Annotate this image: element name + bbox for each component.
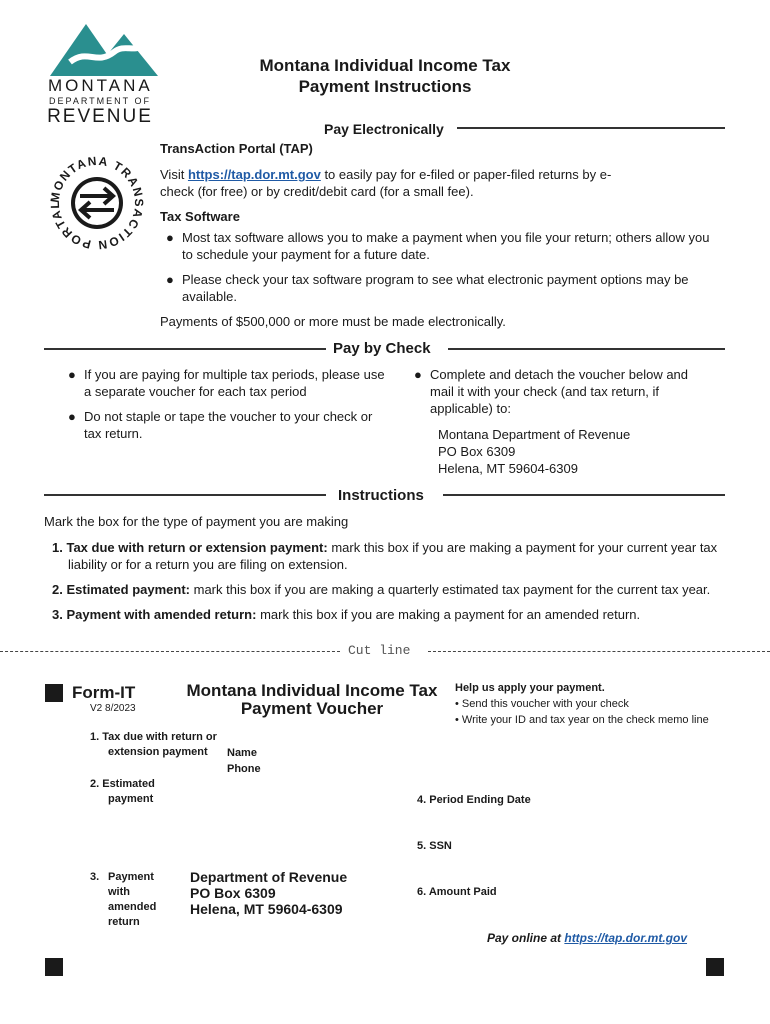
registration-mark-bottom-right xyxy=(706,958,724,976)
software-bullet-2: ● Please check your tax software program to see what electronic payment options may be available. xyxy=(166,272,689,304)
instructions-rule-right xyxy=(443,494,725,496)
ssn-label: 5. SSN xyxy=(417,840,452,852)
pay-by-check-rule-left xyxy=(44,348,326,350)
instruction-item-2: 2. Estimated payment: mark this box if you are making a quarterly estimated tax payment for the current tax year. xyxy=(52,582,711,597)
help-item-1: • Send this voucher with your check xyxy=(455,698,629,710)
voucher-item-2[interactable]: 2. Estimated payment xyxy=(90,778,155,805)
mailing-address: Montana Department of Revenue PO Box 6309 Helena, MT 59604-6309 xyxy=(438,427,631,476)
bullet-icon: • xyxy=(455,698,459,710)
phone-label: Phone xyxy=(227,763,261,775)
voucher-title: Montana Individual Income Tax Payment Voucher xyxy=(186,681,438,718)
help-heading: Help us apply your payment. xyxy=(455,682,605,694)
pay-by-check-rule-right xyxy=(448,348,725,350)
instruction-item-3: 3. Payment with amended return: mark this box if you are making a payment for an amended return. xyxy=(52,607,641,622)
instruction-item-1: 1. Tax due with return or extension payment: mark this box if you are making a payment for your current year tax liability or for a return you are filing on extension. xyxy=(52,540,718,572)
cut-line-left xyxy=(0,651,340,652)
registration-mark-bottom-left xyxy=(45,958,63,976)
electronic-payment-note: Payments of $500,000 or more must be made electronically. xyxy=(160,314,506,329)
help-item-2: • Write your ID and tax year on the check memo line xyxy=(455,714,709,726)
amount-paid-label: 6. Amount Paid xyxy=(417,886,497,898)
page-title-line2: Payment Instructions xyxy=(298,77,472,96)
tap-seal xyxy=(46,152,148,254)
page-title xyxy=(230,55,540,97)
voucher-item-1[interactable]: 1. Tax due with return or extension payment xyxy=(90,731,217,758)
check-bullet-2: ● Do not staple or tape the voucher to your check or tax return. xyxy=(68,409,373,441)
check-bullet-3: ● Complete and detach the voucher below and mail it with your check (and tax return, if applicable) to: xyxy=(414,367,689,416)
transaction-portal-seal-icon xyxy=(46,152,148,254)
bullet-icon: ● xyxy=(68,367,76,382)
bullet-icon: ● xyxy=(68,409,76,424)
logo-revenue: REVENUE xyxy=(47,106,153,127)
pay-online: Pay online at https://tap.dor.mt.gov xyxy=(487,931,688,945)
pay-electronically-heading: Pay Electronically xyxy=(324,121,444,137)
tap-visit-text xyxy=(160,166,640,200)
bullet-icon: ● xyxy=(414,367,422,382)
bullet-icon: ● xyxy=(166,230,174,245)
cut-line-label: Cut line xyxy=(348,643,411,658)
voucher-mail-address: Department of Revenue PO Box 6309 Helena, MT 59604-6309 xyxy=(190,869,348,917)
logo-montana: MONTANA xyxy=(48,76,153,95)
montana-dor-logo xyxy=(40,22,160,127)
seal-ring-text: MONTANA TRANSACTION PORTAL xyxy=(47,153,147,253)
registration-mark-top-left xyxy=(45,684,63,702)
pay-electronically-rule xyxy=(457,127,725,129)
page-title-line1: Montana Individual Income Tax xyxy=(259,56,511,75)
visit-suffix: to easily pay for e-filed or paper-filed returns by e-check (for free) or by credit/debit card (for a small fee). xyxy=(160,167,612,199)
tap-heading: TransAction Portal (TAP) xyxy=(160,141,313,156)
software-bullet-1: ● Most tax software allows you to make a payment when you file your return; others allow you to schedule your payment for a future date. xyxy=(166,230,710,262)
form-id: Form-IT xyxy=(72,683,136,702)
mountain-logo-icon xyxy=(40,22,160,78)
voucher-item-3[interactable]: 3. Payment with amended return xyxy=(90,871,157,928)
instructions-rule-left xyxy=(44,494,326,496)
instructions-intro: Mark the box for the type of payment you are making xyxy=(44,514,349,529)
cut-line-right xyxy=(428,651,770,652)
name-label: Name xyxy=(227,747,257,759)
bullet-icon: ● xyxy=(166,272,174,287)
tax-software-heading: Tax Software xyxy=(160,209,240,224)
bullet-icon: • xyxy=(455,714,459,726)
instructions-heading: Instructions xyxy=(338,487,424,504)
logo-department: DEPARTMENT OF xyxy=(48,96,151,106)
visit-prefix: Visit xyxy=(160,167,188,182)
period-ending-label: 4. Period Ending Date xyxy=(417,794,531,806)
pay-by-check-heading: Pay by Check xyxy=(333,340,431,357)
form-version: V2 8/2023 xyxy=(90,703,136,714)
pay-online-link[interactable]: https://tap.dor.mt.gov xyxy=(564,931,688,945)
tap-link[interactable]: https://tap.dor.mt.gov xyxy=(187,167,321,182)
check-bullet-1: ● If you are paying for multiple tax periods, please use a separate voucher for each tax period xyxy=(68,367,385,399)
